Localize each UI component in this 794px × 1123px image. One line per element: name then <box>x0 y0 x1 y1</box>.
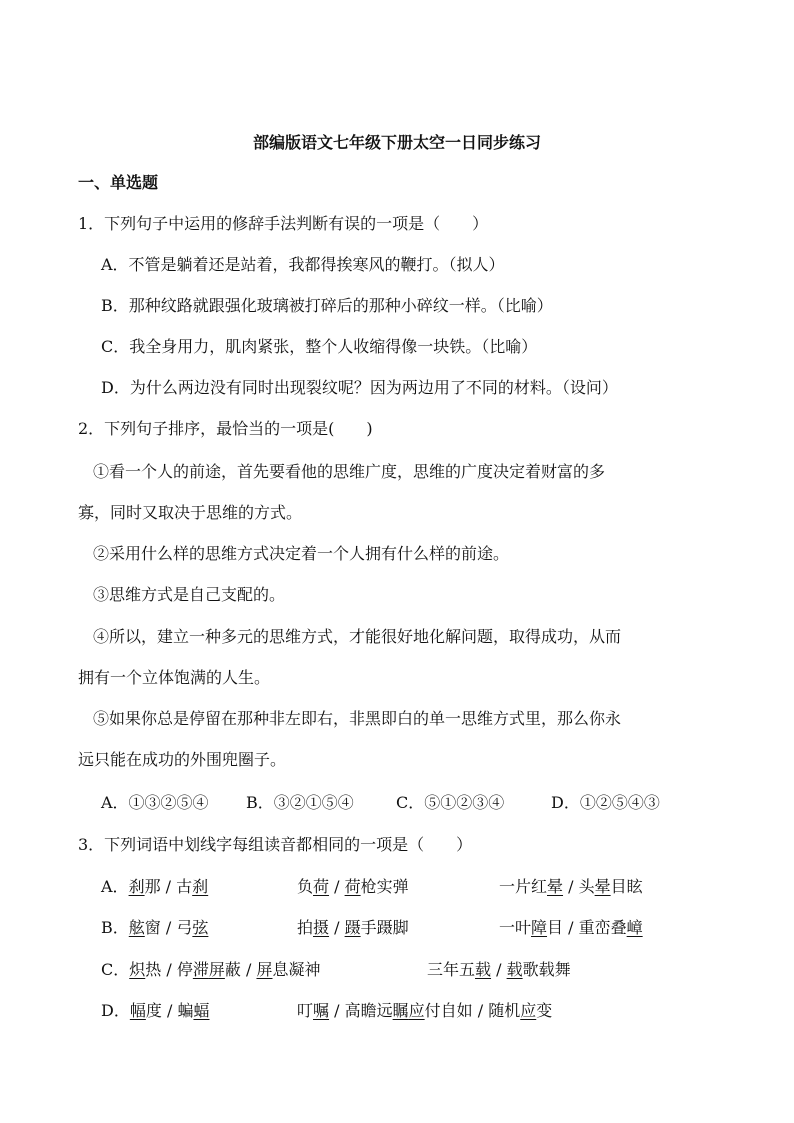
underlined-char: 嘱 <box>313 1001 330 1020</box>
question-2-option-b: B．③②①⑤④ <box>246 793 354 812</box>
separator: / <box>161 1001 178 1020</box>
separator: / <box>563 918 579 937</box>
sentence-3: ③思维方式是自己支配的。 <box>93 585 286 604</box>
underlined-char: 晕 <box>594 877 611 896</box>
underlined-char: 蝠 <box>193 1001 210 1020</box>
separator: / <box>160 877 177 896</box>
page-title: 部编版语文七年级下册太空一日同步练习 <box>252 133 541 152</box>
word-text: 高瞻远 <box>344 1001 393 1020</box>
word-text: 重峦叠 <box>578 918 627 937</box>
word-text: 变 <box>536 1001 553 1020</box>
underlined-char: 摄 <box>313 918 330 937</box>
underlined-char: 炽 <box>129 960 146 979</box>
question-1-option-c: C．我全身用力，肌肉紧张，整个人收缩得像一块铁。（比喻） <box>101 337 538 356</box>
word-text: 随机 <box>488 1001 521 1020</box>
word-text: 那 <box>144 877 161 896</box>
underlined-char: 障 <box>531 918 548 937</box>
underlined-char: 蹑 <box>344 918 361 937</box>
question-1-option-a: A．不管是躺着还是站着，我都得挨寒风的鞭打。（拟人） <box>101 255 505 274</box>
word-text: 度 <box>145 1001 162 1020</box>
word-text: 拍 <box>297 918 314 937</box>
underlined-char: 舷 <box>128 918 145 937</box>
word-text: 窗 <box>144 918 161 937</box>
sentence-4-line-2: 拥有一个立体饱满的人生。 <box>78 668 271 687</box>
question-2-options <box>101 793 660 813</box>
option-label: A． <box>101 877 129 896</box>
underlined-char: 弦 <box>192 918 209 937</box>
separator: / <box>491 960 507 979</box>
question-3-option-b <box>101 918 643 938</box>
underlined-char: 刹 <box>128 877 145 896</box>
underlined-char: 应 <box>408 1001 425 1020</box>
underlined-char: 荷 <box>344 877 361 896</box>
sentence-1-line-2: 寡，同时又取决于思维的方式。 <box>78 503 303 522</box>
underlined-char: 屏 <box>208 960 225 979</box>
sentence-1-line-1: ①看一个人的前途，首先要看他的思维广度，思维的广度决定着财富的多 <box>93 462 606 481</box>
section-heading: 一、单选题 <box>78 173 159 192</box>
underlined-char: 幅 <box>129 1001 146 1020</box>
underlined-char: 刹 <box>192 877 209 896</box>
question-3-stem: 3．下列词语中划线字每组读音都相同的一项是（ ） <box>78 835 473 854</box>
question-1-option-d: D．为什么两边没有同时出现裂纹呢？因为两边用了不同的材料。（设问） <box>101 378 618 397</box>
option-label: B． <box>101 918 129 937</box>
question-2-option-a: A．①③②⑤④ <box>101 793 209 812</box>
question-3-option-d <box>101 1001 552 1021</box>
word-text: 手蹑脚 <box>360 918 409 937</box>
word-text: 叮 <box>297 1001 314 1020</box>
option-label: C． <box>101 960 130 979</box>
word-text: 头 <box>578 877 595 896</box>
question-2-stem: 2．下列句子排序，最恰当的一项是( ) <box>78 419 373 438</box>
word-text: 枪实弹 <box>360 877 409 896</box>
word-text: 一片红 <box>499 877 548 896</box>
separator: / <box>160 918 177 937</box>
word-text: 蔽 <box>224 960 241 979</box>
question-2-option-c: C．⑤①②③④ <box>396 793 505 812</box>
question-1-option-b: B．那种纹路就跟强化玻璃被打碎后的那种小碎纹一样。（比喻） <box>101 296 553 315</box>
word-text: 蝙 <box>177 1001 194 1020</box>
word-text: 停 <box>176 960 193 979</box>
underlined-char: 屏 <box>256 960 273 979</box>
word-text: 息凝神 <box>272 960 321 979</box>
sentence-5-line-2: 远只能在成功的外围兜圈子。 <box>78 750 287 769</box>
separator: / <box>329 918 345 937</box>
sentence-2: ②采用什么样的思维方式决定着一个人拥有什么样的前途。 <box>93 544 510 563</box>
word-text: 付自如 <box>424 1001 473 1020</box>
separator: / <box>161 960 177 979</box>
word-text: 歌载舞 <box>522 960 571 979</box>
question-1-stem: 1．下列句子中运用的修辞手法判断有误的一项是（ ） <box>78 214 489 233</box>
option-label: D． <box>101 1001 130 1020</box>
word-text: 热 <box>145 960 162 979</box>
sentence-5-line-1: ⑤如果你总是停留在那种非左即右，非黑即白的单一思维方式里，那么你永 <box>93 709 622 728</box>
underlined-char: 应 <box>520 1001 537 1020</box>
separator: / <box>563 877 579 896</box>
underlined-char: 载 <box>506 960 523 979</box>
separator: / <box>329 877 345 896</box>
underlined-char: 晕 <box>547 877 564 896</box>
question-3-option-a <box>101 877 643 897</box>
underlined-char: 瞩 <box>392 1001 409 1020</box>
underlined-char: 滞 <box>192 960 209 979</box>
underlined-char: 嶂 <box>626 918 643 937</box>
word-text: 负 <box>297 877 314 896</box>
word-text: 一叶 <box>499 918 532 937</box>
underlined-char: 载 <box>475 960 492 979</box>
separator: / <box>240 960 257 979</box>
word-text: 弓 <box>176 918 193 937</box>
question-3-option-c <box>101 960 571 980</box>
sentence-4-line-1: ④所以，建立一种多元的思维方式，才能很好地化解问题，取得成功，从而 <box>93 627 622 646</box>
question-2-option-d: D．①②⑤④③ <box>551 793 660 812</box>
separator: / <box>472 1001 489 1020</box>
word-text: 古 <box>176 877 193 896</box>
separator: / <box>329 1001 345 1020</box>
word-text: 三年五 <box>427 960 476 979</box>
word-text: 目 <box>547 918 564 937</box>
underlined-char: 荷 <box>313 877 330 896</box>
word-text: 目眩 <box>610 877 643 896</box>
